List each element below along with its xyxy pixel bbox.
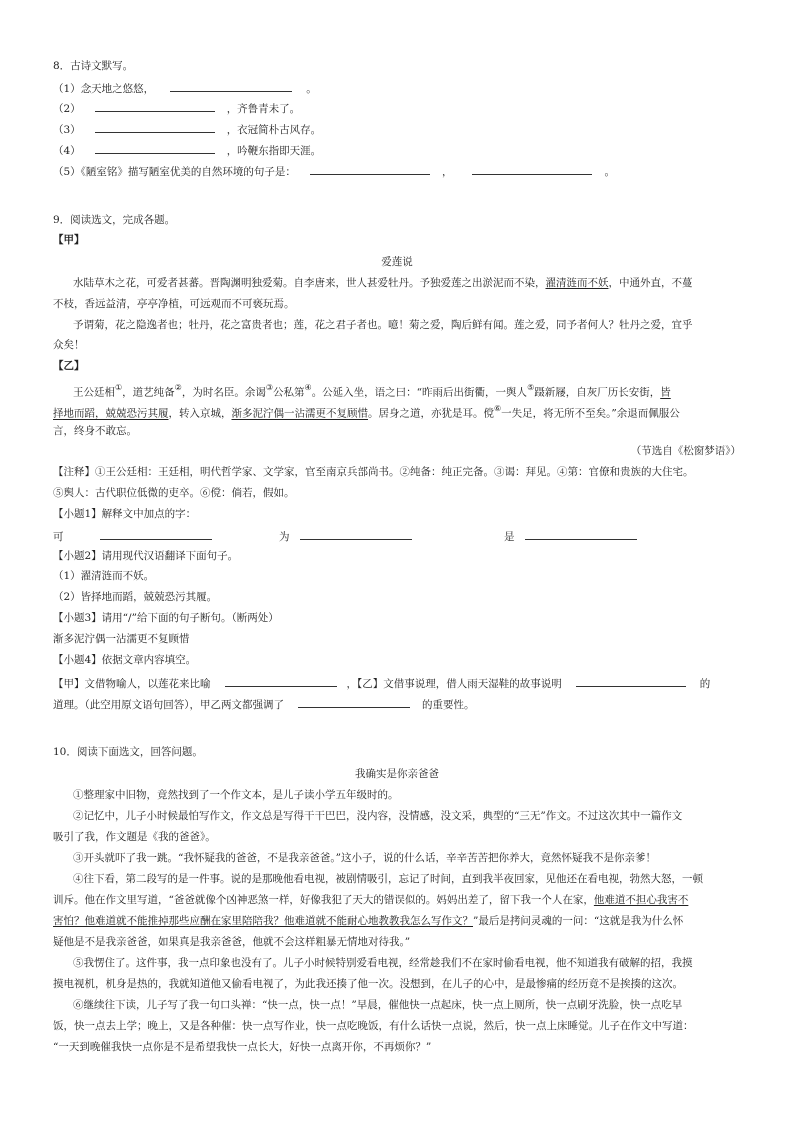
- q8-item-1-post: 。: [306, 83, 317, 95]
- essay-underlined-sentence: 害怕？他难道就不能推掉那些应酬在家里陪陪我？他难道就不能耐心地教教我怎么写作文？: [53, 915, 473, 927]
- subq4-line2: [53, 696, 475, 712]
- yi-text: 一失足，将无所不至矣。”余退而佩服公: [501, 407, 680, 420]
- essay-p4-line2: [53, 893, 688, 907]
- jia-underlined-sentence: 濯清涟而不妖: [545, 277, 609, 289]
- footnote-marker: ②: [174, 383, 182, 392]
- yi-text: 。公延入坐，语之曰：“昨雨后出街衢，一舆人: [311, 386, 528, 399]
- notes-line2: ⑤舆人：古代职位低微的吏卒。⑥傥：倘若，假如。: [53, 487, 295, 499]
- essay-p3: ③开头就吓了我一跳。“我怀疑我的爸爸，不是我亲爸爸。”这小子，说的什么话，辛辛苦苦把你养大，竟然怀疑我不是你亲爹！: [73, 852, 656, 864]
- yi-text: 。居身之道，亦犹是耳。傥: [368, 407, 494, 420]
- essay-p6-line2: 饭，快一点去上学；晚上，又是各种催：快一点写作业，快一点吃晚饭，有什么话快一点说，然后，快一点上床睡觉。儿子在作文中写道：: [53, 1020, 694, 1032]
- answer-blank[interactable]: [310, 163, 430, 175]
- subq1-word-1: [53, 528, 212, 544]
- answer-blank[interactable]: [225, 675, 337, 687]
- q8-item-3-num: （3）: [53, 124, 81, 136]
- answer-blank[interactable]: [300, 528, 412, 540]
- jia-p1-text: 水陆草木之花，可爱者甚蕃。晋陶渊明独爱菊。自李唐来，世人甚爱牡丹。予独爱莲之出淤泥而不染，: [73, 277, 546, 289]
- jia-passage-title: 爱莲说: [381, 256, 413, 268]
- essay-p1: ①整理家中旧物，竟然找到了一个作文本，是儿子读小学五年级时的。: [73, 789, 399, 801]
- q8-item-5: [53, 163, 615, 179]
- q9-jia-label: 【甲】: [53, 234, 85, 246]
- essay-p6-line3: “一天到晚催我快一点你是不是希望我快一点长大，好快一点离开你，不再烦你？”: [53, 1041, 432, 1053]
- footnote-marker: ①: [115, 383, 123, 392]
- essay-p4-line4: 疑他是不是我亲爸爸，如果真是我亲爸爸，他就不会这样粗暴无情地对待我。”: [53, 936, 411, 948]
- notes-line1: 【注释】①王公廷相：王廷相，明代哲学家、文学家，官至南京兵部尚书。②纯备：纯正完备。③谒：拜见。④第：官僚和贵族的大住宅。: [53, 466, 694, 478]
- subq2-title: 【小题2】请用现代汉语翻译下面句子。: [53, 550, 239, 562]
- q8-item-3-post: ，衣冠简朴古风存。: [226, 124, 322, 136]
- answer-blank[interactable]: [170, 80, 292, 92]
- yi-underlined-sentence: 皆: [660, 386, 671, 399]
- q9-yi-label: 【乙】: [53, 360, 85, 372]
- source-citation: （节选自《松窗梦语》）: [630, 445, 741, 457]
- q8-item-4-post: ，吟鞭东指即天涯。: [226, 145, 322, 157]
- q8-item-2: [53, 100, 300, 116]
- yi-text: 王公廷相: [73, 386, 115, 399]
- q8-item-1: [53, 80, 317, 96]
- subq1-title: 【小题1】解释文中加点的字：: [53, 508, 197, 520]
- answer-blank[interactable]: [100, 528, 212, 540]
- q8-item-5-mid: ，: [441, 166, 453, 178]
- essay-p4-line3: [53, 914, 683, 928]
- essay-text: 训斥。他在作文里写道，“爸爸就像个凶神恶煞一样，好像我犯了天大的错误似的。妈妈出差了，留下我一个人在家，: [53, 894, 594, 906]
- yi-line1: [73, 382, 671, 400]
- essay-p2-line1: ②记忆中，儿子小时候最怕写作文，作文总是写得干干巴巴，没内容，没情感，没文采，典型的“三无”作文。不过这次其中一篇作文: [73, 810, 683, 822]
- jia-p1-line2: 不枝，香远益清，亭亭净植，可远观而不可亵玩焉。: [53, 298, 295, 310]
- yi-text: ，转入京城，: [168, 407, 232, 420]
- jia-p2-line1: 予谓菊，花之隐逸者也；牡丹，花之富贵者也；莲，花之君子者也。噫！菊之爱，陶后鲜有闻。莲之爱，同予者何人？牡丹之爱，宜乎: [73, 319, 693, 331]
- subq1-word-label: 为: [279, 531, 290, 543]
- q8-title: 8．古诗文默写。: [53, 60, 134, 72]
- subq1-word-2: [279, 528, 412, 544]
- footnote-marker: ④: [304, 383, 312, 392]
- subq4-line1: [53, 675, 710, 691]
- subq3-sentence: 渐多泥泞偶一沾濡更不复顾惜: [53, 633, 190, 645]
- yi-underlined-sentence: 渐多泥泞偶一沾濡更不复顾惜: [231, 407, 368, 420]
- footnote-marker: ③: [265, 383, 274, 392]
- essay-p5-line2: 摸电视机，机身是热的，我就知道他又偷看电视了，为此我还揍了他一次。没想到，在儿子的心中，是最惨痛的经历竟不是挨揍的这次。: [53, 978, 683, 990]
- subq4-text: 【甲】文借物喻人，以莲花来比喻: [53, 678, 211, 690]
- yi-text: 蹑新屦，自灰厂历长安街，: [534, 386, 661, 399]
- q8-item-1-pre: 念天地之悠悠，: [80, 83, 155, 95]
- subq4-title: 【小题4】依据文章内容填空。: [53, 654, 197, 666]
- answer-blank[interactable]: [95, 121, 215, 133]
- essay-p5-line1: ⑤我愣住了。这件事，我一点印象也没有了。儿子小时候特别爱看电视，经常趁我们不在家时偷看电视，他不知道我有破解的招，我摸: [73, 957, 693, 969]
- q8-item-3: [53, 121, 321, 137]
- subq3-title: 【小题3】请用“/”给下面的句子断句。（断两处）: [53, 612, 279, 624]
- yi-text: ，为时名臣。余谒: [181, 386, 266, 399]
- yi-text: ，道艺纯备: [122, 386, 175, 399]
- q9-title: 9．阅读选文，完成各题。: [53, 214, 176, 226]
- essay-title: 我确实是你亲爸爸: [355, 768, 439, 780]
- q8-item-5-post: 。: [604, 166, 615, 178]
- q8-item-5-pre: （5）《陋室铭》描写陋室优美的自然环境的句子是：: [53, 166, 296, 178]
- subq4-text: 道理。（此空用原文语句回答），甲乙两文都强调了: [53, 699, 284, 711]
- answer-blank[interactable]: [525, 528, 637, 540]
- subq1-word-3: [504, 528, 637, 544]
- q8-item-2-num: （2）: [53, 103, 81, 115]
- q8-item-4: [53, 142, 321, 158]
- yi-underlined-sentence: 择地而蹈，兢兢恐污其履: [53, 407, 169, 420]
- subq2-sentence-2: （2）皆择地而蹈，兢兢恐污其履。: [53, 591, 218, 603]
- jia-p1-text: ，中通外直，不蔓: [608, 277, 693, 289]
- essay-p6-line1: ⑥继续往下读，儿子写了我一句口头禅：“快一点，快一点！”早晨，催他快一点起床，快一点上厕所，快一点刷牙洗脸，快一点吃早: [73, 999, 683, 1011]
- footnote-marker: ⑤: [527, 383, 535, 392]
- answer-blank[interactable]: [298, 696, 410, 708]
- answer-blank[interactable]: [95, 142, 215, 154]
- yi-line3: 言，终身不敢忘。: [53, 425, 137, 437]
- essay-text: ”最后是拷问灵魂的一问：“这就是我为什么怀: [473, 915, 684, 927]
- q8-item-4-num: （4）: [53, 145, 81, 157]
- answer-blank[interactable]: [576, 675, 686, 687]
- subq4-text: 的重要性。: [422, 699, 475, 711]
- jia-p2-line2: 众矣！: [53, 339, 85, 351]
- yi-line2: [53, 403, 680, 421]
- subq1-word-label: 可: [53, 531, 64, 543]
- subq4-text: ，【乙】文借事说理，借人雨天湿鞋的故事说明: [346, 678, 562, 690]
- essay-underlined-sentence: 他难道不担心我害不: [593, 894, 689, 906]
- subq4-text: 的: [699, 678, 711, 690]
- essay-p2-line2: 吸引了我，作文题是《我的爸爸》。: [53, 831, 216, 843]
- subq1-word-label: 是: [504, 531, 515, 543]
- q8-item-1-num: （1）: [53, 83, 81, 95]
- jia-p1-line1: [73, 276, 693, 290]
- q10-title: 10．阅读下面选文，回答问题。: [53, 746, 203, 758]
- q8-item-2-post: ，齐鲁青未了。: [226, 103, 301, 115]
- subq2-sentence-1: （1）濯清涟而不妖。: [53, 570, 155, 582]
- answer-blank[interactable]: [472, 163, 592, 175]
- yi-text: 公私第: [273, 386, 305, 399]
- footnote-marker: ⑥: [494, 404, 502, 413]
- essay-p4-line1: ④往下看，第二段写的是一件事。说的是那晚他看电视，被剧情吸引，忘记了时间，直到我半夜回家，见他还在看电视，勃然大怒，一顿: [73, 873, 703, 885]
- answer-blank[interactable]: [95, 100, 215, 112]
